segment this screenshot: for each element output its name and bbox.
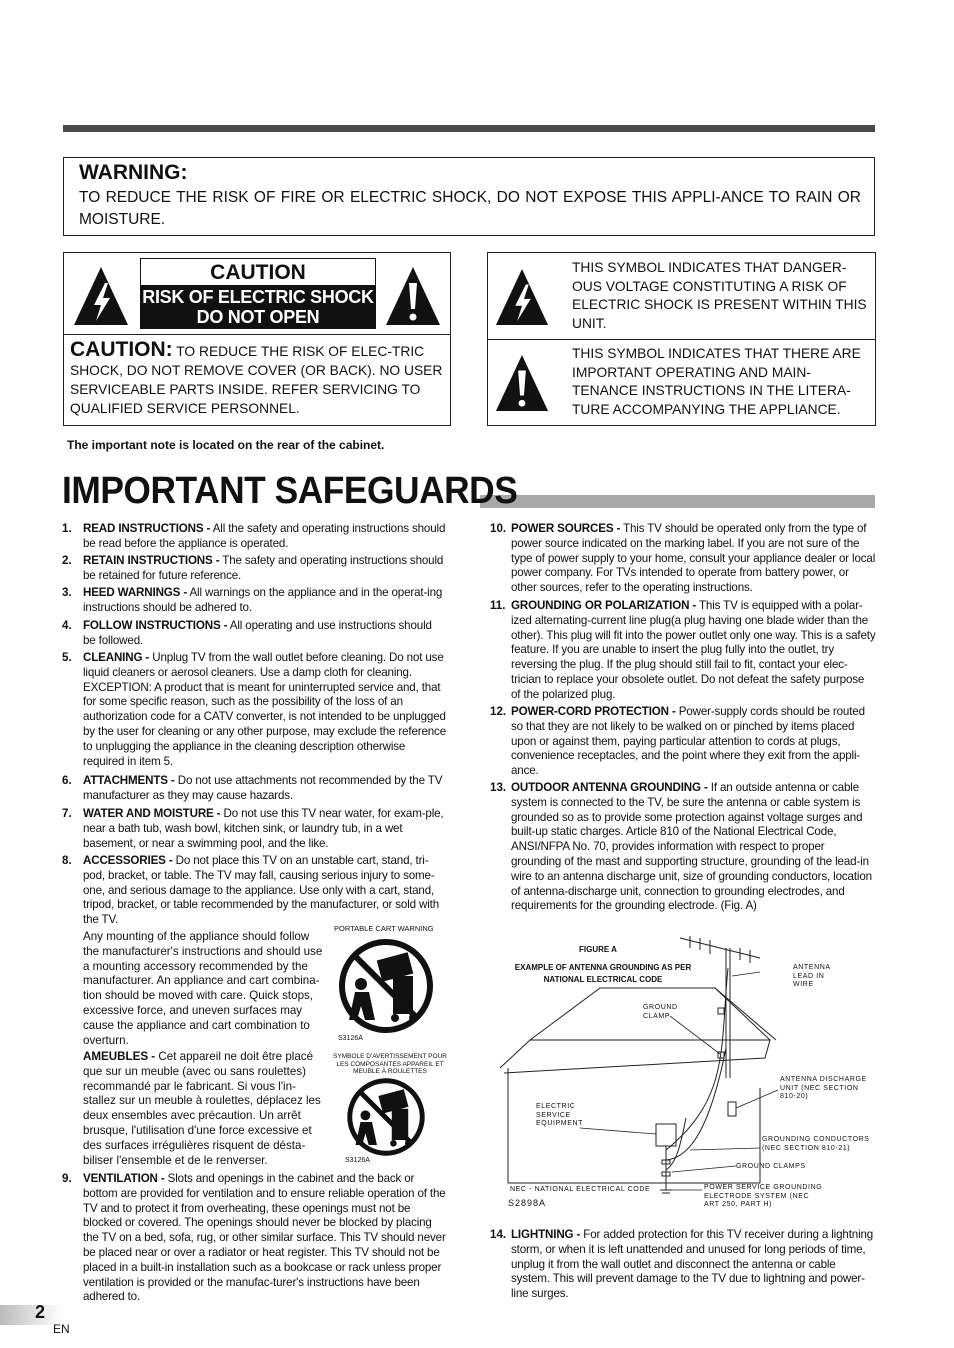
safeguards-title: IMPORTANT SAFEGUARDS — [62, 470, 518, 512]
cart-warning-label: PORTABLE CART WARNING — [334, 924, 434, 933]
caution-divider — [64, 334, 450, 335]
exclamation-symbol-icon — [494, 353, 550, 413]
item-3: 3. HEED WARNINGS - All warnings on the appliance and in the operat-ing instructions should be adhered to. — [62, 586, 443, 614]
item-10: 10. POWER SOURCES - This TV should be operated only from the type of power source indicated on the marking label. If you are not sure of the type of power supply to your home, consult your appliance dealer or local power company. For TVs intended to operate from battery power, or other sources, refer to the operating instructions. — [490, 522, 876, 595]
item-1: 1. READ INSTRUCTIONS - All the safety and operating instructions should be read before the appliance is operated. — [62, 522, 446, 550]
symbol-box — [487, 252, 876, 426]
symbol-divider — [488, 339, 875, 340]
rear-note: The important note is located on the rear of the cabinet. — [67, 438, 385, 452]
item-4: 4. FOLLOW INSTRUCTIONS - All operating and use instructions should be followed. — [62, 619, 432, 647]
risk-line-2: DO NOT OPEN — [196, 307, 320, 327]
cart-code-2: S3126A — [345, 1157, 370, 1164]
electrode-system-label: POWER SERVICE GROUNDING ELECTRODE SYSTEM (NEC ART 250, PART H) — [704, 1184, 823, 1208]
cart-tipover-icon — [335, 936, 437, 1036]
lightning-triangle-icon — [72, 265, 130, 327]
item-6: 6. ATTACHMENTS - Do not use attachments not recommended by the TV manufacturer as they may cause hazards. — [62, 774, 443, 802]
item-8: 8. ACCESSORIES - Do not place this TV on an unstable cart, stand, tri-pod, bracket, or table. The TV may fall, causing serious injury to some-one, and serious damage to the appliance. Use only with a cart, stand, tripod, bracket, or table recommended by the manufacturer, or sold with the TV. — [62, 854, 440, 927]
item-9: 9. VENTILATION - Slots and openings in the cabinet and the back or bottom are provided for ventilation and to ensure reliable operation of the TV and to protect it from overheating, these openings must not be blocked or covered. The openings should never be blocked by placing the TV on a bed, sofa, rug, or other similar surface. This TV should never be placed near or over a radiator or heat register. This TV should not be placed in a built-in installation such as a bookcase or rack unless proper ventilation is provided or the manufac-turer's instructions have been adhered to. — [62, 1172, 446, 1304]
item-8-mounting: Any mounting of the appliance should follow the manufacturer's instructions and should use a mounting accessory recommended by the manufacturer. An appliance and cart combina-tion should be moved with care. Quick stops, excessive force, and uneven surfaces may cause the appliance and cart combination to overturn. — [83, 930, 323, 1047]
caution-label: CAUTION — [140, 258, 376, 286]
antenna-lead-label: ANTENNA LEAD IN WIRE — [793, 964, 831, 988]
electric-service-label: ELECTRIC SERVICE EQUIPMENT — [536, 1103, 584, 1127]
page-language: EN — [53, 1322, 70, 1336]
ground-clamps-label: GROUND CLAMPS — [736, 1163, 806, 1170]
lightning-symbol-icon — [494, 267, 550, 327]
item-8-french: AMEUBLES - Cet appareil ne doit être placé que sur un meuble (avec ou sans roulettes) recommandé par le fabricant. Si vous l'in-stallez sur un meuble à roulettes, déplacez les deux ensembles avec précaution. Un arrêt brusque, l'utilisation d'une force excessive et des surfaces irrégulières risquent de désta-biliser l'ensemble et de le renverser. — [83, 1050, 321, 1167]
exclamation-triangle-icon — [384, 265, 442, 327]
warning-text: TO REDUCE THE RISK OF FIRE OR ELECTRIC SHOCK, DO NOT EXPOSE THIS APPLI-ANCE TO RAIN OR MOISTURE. — [79, 189, 861, 228]
item-2: 2. RETAIN INSTRUCTIONS - The safety and operating instructions should be retained for future reference. — [62, 554, 444, 582]
caution-box — [63, 252, 451, 426]
figure-code: S2898A — [508, 1198, 547, 1208]
lightning-symbol-text: THIS SYMBOL INDICATES THAT DANGER-OUS VOLTAGE CONSTITUTING A RISK OF ELECTRIC SHOCK IS PRESENT WITHIN THIS UNIT. — [572, 260, 867, 331]
top-rule — [63, 125, 875, 132]
item-5: 5. CLEANING - Unplug TV from the wall outlet before cleaning. Do not use liquid cleaners or aerosol cleaners. Use a damp cloth for cleaning. EXCEPTION: A product that is meant for uninterrupted service and, that for some specific reason, such as the possibility of the loss of an authorization code for a CATV converter, is not intended to be unplugged by the user for cleaning or any other purpose, may exclude the reference to unplugging the appliance in the cleaning description otherwise required in item 5. — [62, 651, 446, 768]
item-13: 13. OUTDOOR ANTENNA GROUNDING - If an outside antenna or cable system is connected to the TV, be sure the antenna or cable system is grounded so as to provide some protection against voltage surges and built-up static charges. Article 810 of the National Electrical Code, ANSI/NFPA No. 70, provides information with respect to proper grounding of the mast and supporting structure, grounding of the lead-in wire to an antenna discharge unit, size of grounding conductors, location of antenna-discharge unit, connection to grounding electrodes, and requirements for the grounding electrode. (Fig. A) — [490, 781, 872, 913]
warning-title: WARNING: — [79, 161, 188, 184]
caution-body — [70, 340, 446, 418]
item-12: 12. POWER-CORD PROTECTION - Power-supply cords should be routed so that they are not likely to be walked on or pinched by items placed upon or against them, paying particular attention to cords at plugs, convenience receptacles, and the point where they exit from the appli-ance. — [490, 705, 865, 778]
cart-french-label: SYMBOLE D'AVERTISSEMENT POUR LES COMPOSANTES APPAREIL ET MEUBLE À ROULETTES — [333, 1053, 447, 1075]
cart-tipover-icon-2 — [344, 1075, 428, 1159]
risk-block — [140, 285, 376, 329]
discharge-unit-label: ANTENNA DISCHARGE UNIT (NEC SECTION 810-20) — [780, 1076, 867, 1100]
ground-clamp-label: GROUND CLAMP — [643, 1004, 678, 1020]
item-7: 7. WATER AND MOISTURE - Do not use this TV near water, for exam-ple, near a bath tub, wash bowl, kitchen sink, or laundry tub, in a wet basement, or near a swimming pool, and the like. — [62, 807, 444, 850]
page-number: 2 — [35, 1302, 46, 1322]
item-14: 14. LIGHTNING - For added protection for this TV receiver during a lightning storm, or when it is left unattended and unused for long periods of time, unplug it from the wall outlet and disconnect the antenna or cable system. This will prevent damage to the TV due to lightning and power-line surges. — [490, 1228, 874, 1301]
exclamation-symbol-text: THIS SYMBOL INDICATES THAT THERE ARE IMPORTANT OPERATING AND MAIN-TENANCE INSTRUCTIONS IN THE LITERA-TURE ACCOMPANYING THE APPLIANCE. — [572, 346, 861, 417]
title-bar — [480, 495, 875, 508]
warning-box — [63, 157, 875, 236]
figure-label: FIGURE A — [579, 945, 617, 954]
caution-text: TO REDUCE THE RISK OF ELEC-TRIC SHOCK, DO NOT REMOVE COVER (OR BACK). NO USER SERVICEABLE PARTS INSIDE. REFER SERVICING TO QUALIFIED SERVICE PERSONNEL. — [70, 344, 443, 416]
item-11: 11. GROUNDING OR POLARIZATION - This TV is equipped with a polar-ized alternating-current line plug(a plug having one blade wider than the other). This plug will fit into the power outlet only one way. This is a safety feature. If you are unable to insert the plug fully into the outlet, try reversing the plug. If the plug should still fail to fit, contact your elec-trician to replace your obsolete outlet. Do not defeat the safety purpose of the polarized plug. — [490, 599, 876, 701]
caution-word: CAUTION: — [70, 338, 173, 361]
nec-label: NEC - NATIONAL ELECTRICAL CODE — [510, 1186, 651, 1193]
grounding-conductors-label: GROUNDING CONDUCTORS (NEC SECTION 810-21) — [762, 1136, 870, 1152]
figure-title: EXAMPLE OF ANTENNA GROUNDING AS PER NATIONAL ELECTRICAL CODE — [514, 963, 692, 984]
risk-line-1: RISK OF ELECTRIC SHOCK — [142, 287, 374, 307]
cart-code-1: S3126A — [338, 1035, 363, 1042]
